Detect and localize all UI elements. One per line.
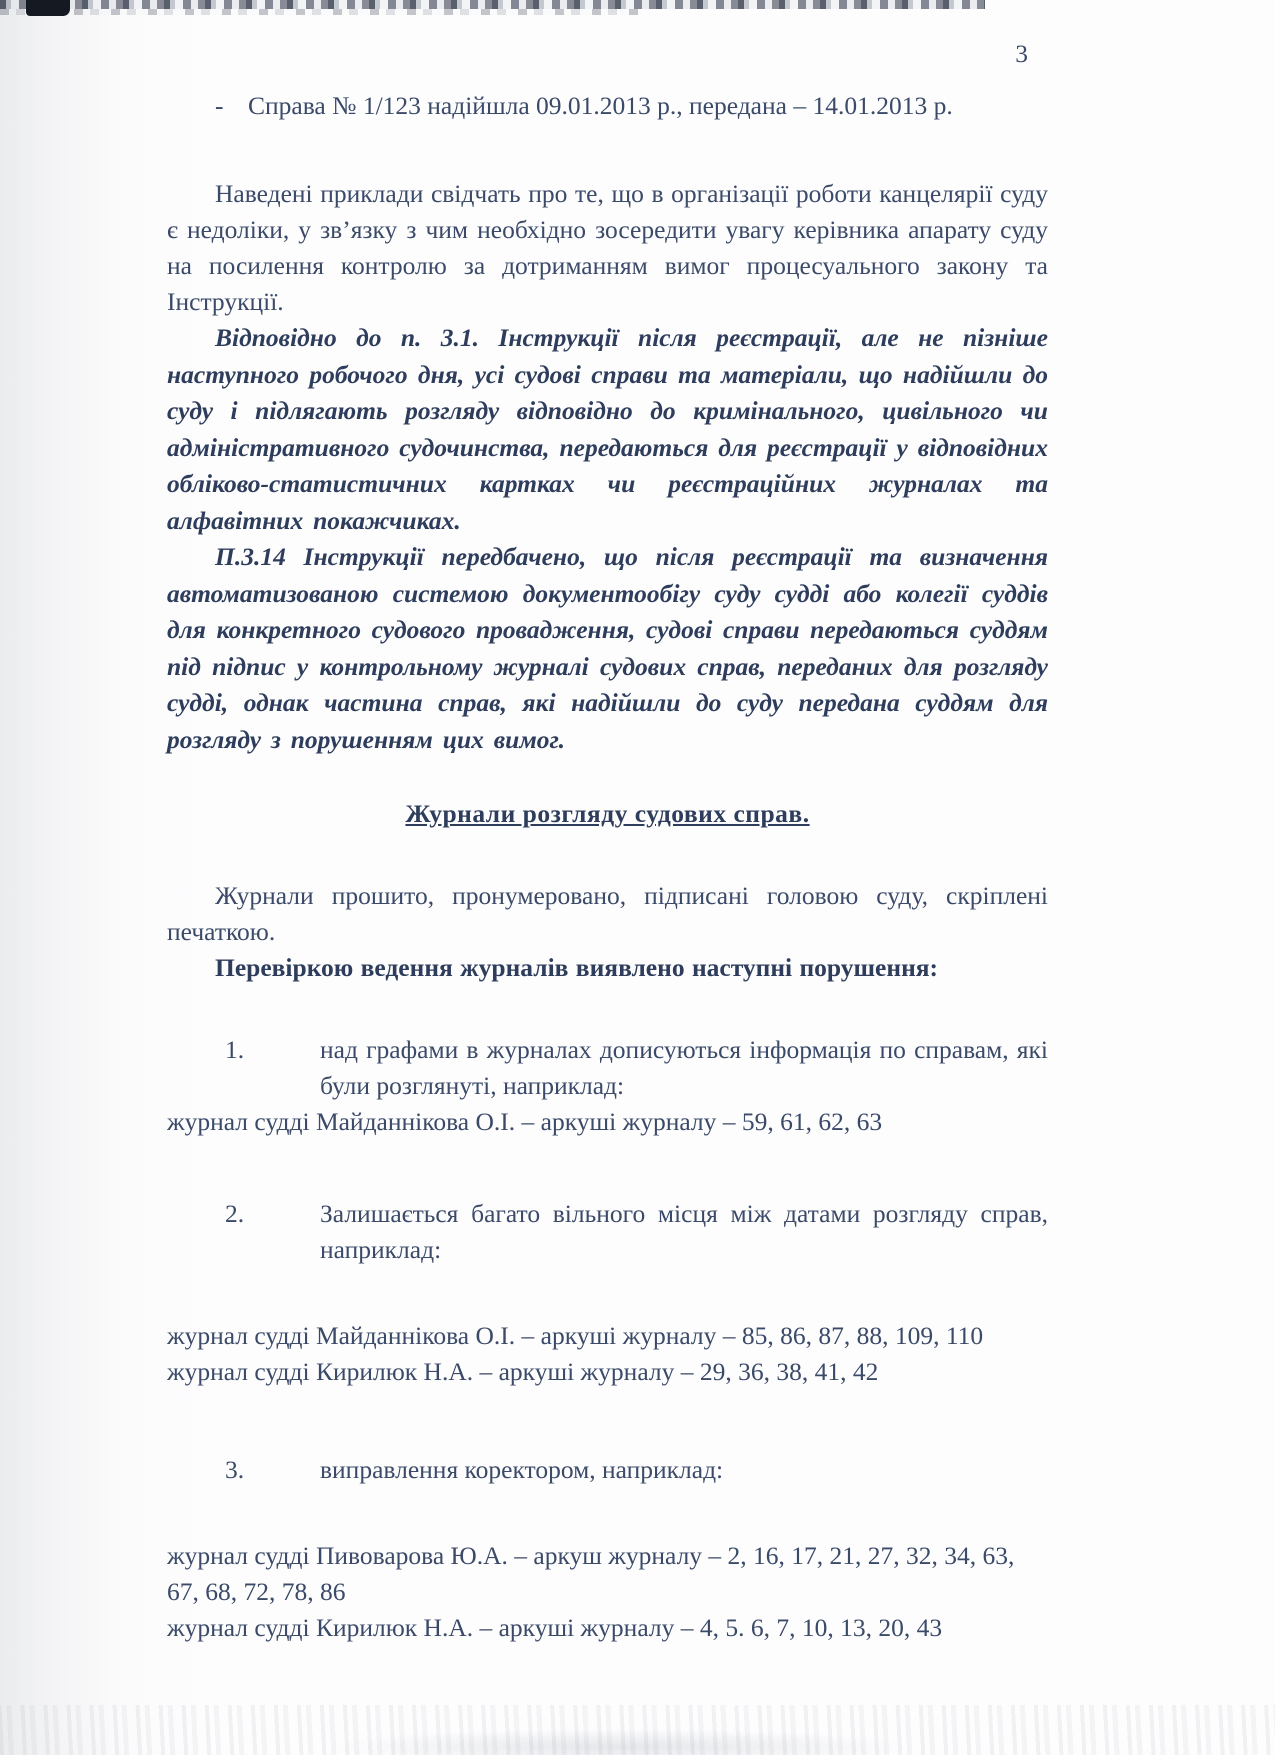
violation-item-1 (167, 1032, 1048, 1104)
item-text: над графами в журналах дописуються інформація по справам, які були розглянуті, наприклад: (320, 1035, 1048, 1100)
case-list-entry (167, 88, 1048, 124)
paragraph-instruction-3-14: П.3.14 Інструкції передбачено, що після реєстрації та визначення автоматизованою системою документообігу суду судді або колегії суддів для конкретного судового провадження, судові справи передаються суддям під підпис у контрольному журналі судових справ, переданих для розгляду судді, однак частина справ, які надійшли до суду передана суддям для розгляду з порушенням цих вимог. (167, 542, 1048, 754)
example-line: журнал судді Кирилюк Н.А. – аркуші журналу – 29, 36, 38, 41, 42 (167, 1357, 879, 1386)
item-text: виправлення коректором, наприклад: (320, 1455, 724, 1484)
violation-item-3 (167, 1452, 1048, 1488)
list-dash: - (215, 91, 224, 120)
item-number: 1. (225, 1035, 245, 1064)
case-entry-text: Справа № 1/123 надійшла 09.01.2013 р., передана – 14.01.2013 р. (248, 91, 953, 120)
example-line: журнал судді Майданнікова О.І. – аркуші журналу – 85, 86, 87, 88, 109, 110 (167, 1321, 984, 1350)
paragraph-violations-lead: Перевіркою ведення журналів виявлено наступні порушення: (215, 953, 939, 982)
paragraph-instruction-3-1: Відповідно до п. 3.1. Інструкції після реєстрації, але не пізніше наступного робочого дня, усі судові справи та матеріали, що надійшли до суду і підлягають розгляду відповідно до кримінального, цивільного чи адміністративного судочинства, передаються для реєстрації у відповідних обліково-статистичних картках чи реєстраційних журналах та алфавітних покажчиках. (167, 323, 1048, 535)
page-number: 3 (1015, 39, 1028, 68)
violation-examples-3 (167, 1538, 1048, 1646)
paragraph-intro: Наведені приклади свідчать про те, що в організації роботи канцелярії суду є недоліки, у зв’язку з чим необхідно зосередити увагу керівника апарату суду на посилення контролю за дотриманням вимог процесуального закону та Інструкції. (167, 179, 1048, 316)
scan-noise-top (0, 0, 985, 9)
violation-item-2 (167, 1196, 1048, 1268)
item-number: 2. (225, 1199, 245, 1228)
paragraph-journals: Журнали прошито, пронумеровано, підписані головою суду, скріплені печаткою. (167, 881, 1048, 946)
scan-noise-top-secondary (0, 9, 640, 15)
item-text: Залишається багато вільного місця між датами розгляду справ, наприклад: (320, 1199, 1048, 1264)
item-number: 3. (225, 1455, 245, 1484)
document-body (167, 36, 1048, 1646)
example-line: журнал судді Кирилюк Н.А. – аркуші журналу – 4, 5. 6, 7, 10, 13, 20, 43 (167, 1613, 943, 1642)
example-line: журнал судді Пивоварова Ю.А. – аркуш журналу – 2, 16, 17, 21, 27, 32, 34, 63, 67, 68, 72, 78, 86 (167, 1541, 1015, 1606)
scan-ink-blob (26, 0, 70, 16)
section-heading: Журнали розгляду судових справ. (405, 799, 810, 828)
violation-examples-2 (167, 1318, 1048, 1390)
example-line: журнал судді Майданнікова О.І. – аркуші журналу – 59, 61, 62, 63 (167, 1107, 883, 1136)
violation-examples-1 (167, 1104, 1048, 1140)
scan-noise-bottom (0, 1705, 1275, 1755)
